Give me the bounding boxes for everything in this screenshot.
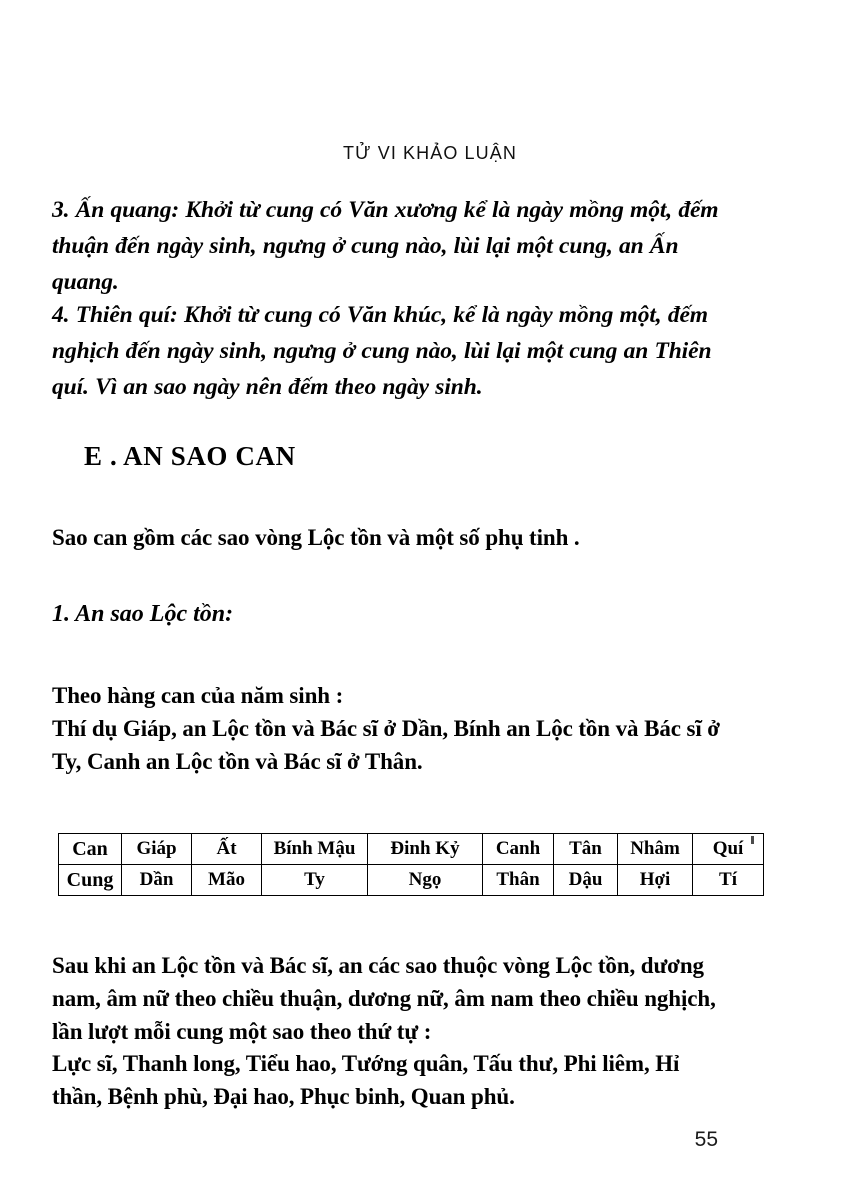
intro-paragraph-block (52, 521, 724, 554)
paragraph-block-item-4 (52, 297, 724, 415)
paragraph-thi-du: Thí dụ Giáp, an Lộc tồn và Bác sĩ ở Dần, Bính an Lộc tồn và Bác sĩ ở Ty, Canh an Lộc tồn và Bác sĩ ở Thân. (52, 716, 720, 774)
table-cell-cung-ti: Tí (693, 865, 764, 896)
table-cell-can-tan: Tân (554, 834, 618, 865)
theo-hang-can-block (52, 679, 724, 712)
table-cell-cung-than: Thân (483, 865, 554, 896)
section-heading-an-sao-can: E . AN SAO CAN (84, 441, 296, 471)
scan-speck-artifact (751, 836, 754, 844)
thi-du-block (52, 712, 724, 778)
subsection-heading-an-sao-loc-ton: 1. An sao Lộc tồn: (52, 601, 234, 627)
paragraph-star-list: Lực sĩ, Thanh long, Tiểu hao, Tướng quân, Tấu thư, Phi liêm, Hỉ thần, Bệnh phù, Đại hao, Phục binh, Quan phủ. (52, 1051, 680, 1109)
page-number: 55 (694, 1128, 718, 1151)
table-row-cung (59, 865, 764, 896)
paragraph-item-3: 3. Ấn quang: Khởi từ cung có Văn xương kể là ngày mồng một, đếm thuận đến ngày sinh, ngưng ở cung nào, lùi lại một cung, an Ấn quang. (52, 197, 719, 295)
table-cell-can-binh-mau: Bính Mậu (262, 834, 368, 865)
table-cell-can-nham: Nhâm (618, 834, 693, 865)
can-cung-table-wrapper (58, 833, 764, 896)
table-cell-can-giap: Giáp (122, 834, 192, 865)
table-cell-cung-dan: Dần (122, 865, 192, 896)
paragraph-intro: Sao can gồm các sao vòng Lộc tồn và một số phụ tinh . (52, 525, 580, 550)
paragraph-item-4: 4. Thiên quí: Khởi từ cung có Văn khúc, kể là ngày mồng một, đếm nghịch đến ngày sinh, ngưng ở cung nào, lùi lại một cung an Thiên quí. Vì an sao ngày nên đếm theo ngày sinh. (52, 302, 712, 400)
can-cung-table (58, 833, 764, 896)
table-cell-cung-mao: Mão (192, 865, 262, 896)
paragraph-block-item-3 (52, 192, 724, 310)
star-list-block (52, 1047, 724, 1113)
table-cell-cung-ngo: Ngọ (368, 865, 483, 896)
table-row-can (59, 834, 764, 865)
table-cell-cung-hoi: Hợi (618, 865, 693, 896)
table-row-label-can: Can (59, 834, 122, 865)
paragraph-sau-khi: Sau khi an Lộc tồn và Bác sĩ, an các sao thuộc vòng Lộc tồn, dương nam, âm nữ theo chiều thuận, dương nữ, âm nam theo chiều nghịch, lần lượt mỗi cung một sao theo thứ tự : (52, 953, 716, 1044)
table-cell-cung-dau: Dậu (554, 865, 618, 896)
running-head: TỬ VI KHẢO LUẬN (343, 143, 517, 163)
sau-khi-block (52, 949, 724, 1048)
table-cell-cung-ty: Ty (262, 865, 368, 896)
table-cell-can-dinh-ky: Đinh Kỷ (368, 834, 483, 865)
table-cell-can-canh: Canh (483, 834, 554, 865)
table-cell-can-at: Ất (192, 834, 262, 865)
paragraph-theo-hang-can: Theo hàng can của năm sinh : (52, 683, 344, 708)
section-heading-block (84, 440, 724, 472)
table-row-label-cung: Cung (59, 865, 122, 896)
subsection-heading-block (52, 598, 724, 630)
table-cell-can-qui: Quí (693, 834, 764, 865)
